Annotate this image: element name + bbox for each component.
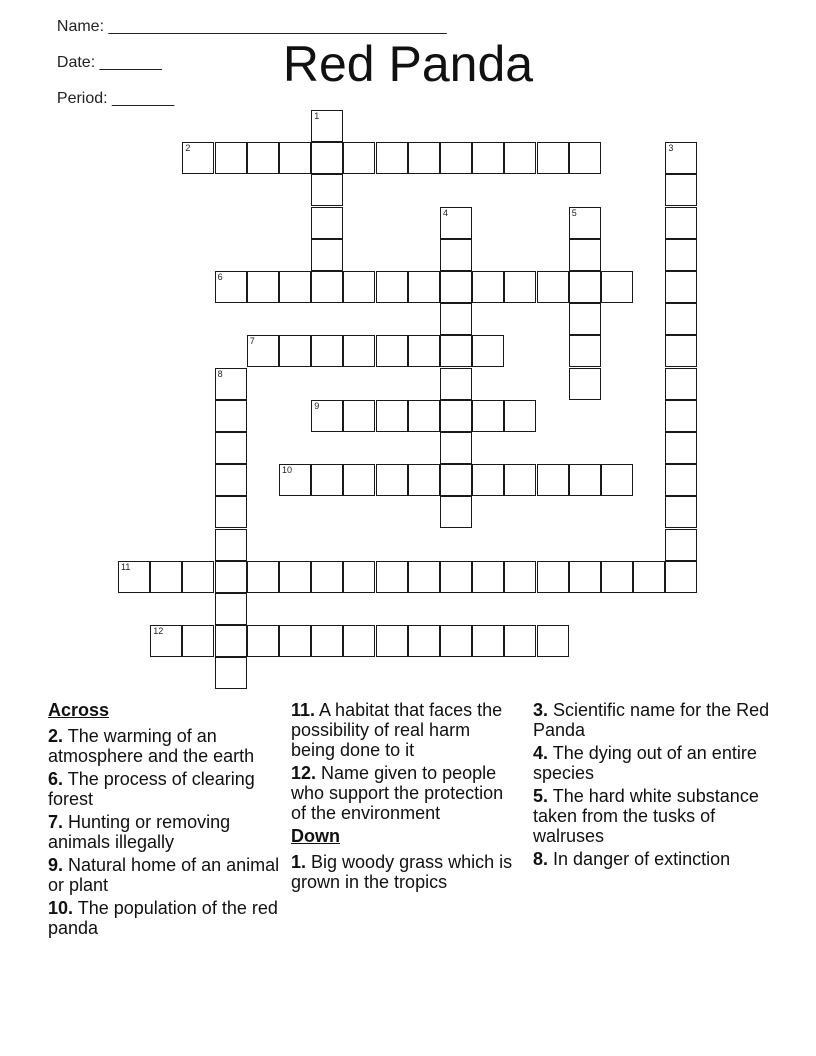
crossword-cell[interactable] [504, 400, 536, 432]
crossword-cell[interactable] [633, 561, 665, 593]
crossword-cell[interactable] [440, 303, 472, 335]
crossword-cell[interactable] [440, 464, 472, 496]
crossword-cell[interactable] [537, 142, 569, 174]
clue-number: 11 [121, 561, 131, 572]
crossword-cell[interactable] [440, 400, 472, 432]
name-field-label: Name: ______________________________________ [56, 18, 447, 35]
crossword-cell[interactable] [150, 561, 182, 593]
crossword-cell[interactable] [440, 142, 472, 174]
crossword-cell[interactable] [569, 464, 601, 496]
crossword-cell[interactable] [408, 561, 440, 593]
crossword-cell[interactable] [279, 625, 311, 657]
crossword-cell[interactable] [665, 271, 697, 303]
crossword-cell[interactable] [215, 657, 247, 689]
crossword-cell[interactable] [118, 561, 150, 593]
crossword-cell[interactable] [311, 239, 343, 271]
clue-number: 4 [443, 207, 449, 218]
clue-across-9: 9. Natural home of an animal or plant [48, 855, 280, 895]
clue-down-1: 1. Big woody grass which is grown in the tropics [291, 852, 513, 892]
clue-down-3: 3. Scientific name for the Red Panda [533, 700, 770, 740]
clue-down-4: 4. The dying out of an entire species [533, 743, 757, 783]
crossword-cell[interactable] [440, 271, 472, 303]
crossword-cell[interactable] [440, 625, 472, 657]
crossword-cell[interactable] [408, 625, 440, 657]
clue-down-8: 8. In danger of extinction [533, 849, 731, 869]
clue-number: 10 [282, 465, 293, 476]
crossword-cell[interactable] [182, 561, 214, 593]
crossword-cell[interactable] [343, 561, 375, 593]
across-heading: Across [48, 700, 110, 720]
crossword-cell[interactable] [343, 335, 375, 367]
crossword-cell[interactable] [665, 207, 697, 239]
crossword-cell[interactable] [311, 561, 343, 593]
crossword-cell[interactable] [182, 625, 214, 657]
crossword-cell[interactable] [215, 142, 247, 174]
crossword-cell[interactable] [215, 561, 247, 593]
crossword-cell[interactable] [504, 561, 536, 593]
crossword-cell[interactable] [343, 625, 375, 657]
crossword-cell[interactable] [537, 625, 569, 657]
crossword-cell[interactable] [440, 496, 472, 528]
clue-number: 2 [185, 143, 191, 154]
crossword-cell[interactable] [311, 335, 343, 367]
crossword-cell[interactable] [376, 335, 408, 367]
crossword-cell[interactable] [472, 561, 504, 593]
crossword-cell[interactable] [601, 464, 633, 496]
clues-column-1 [48, 700, 288, 941]
crossword-cell[interactable] [472, 400, 504, 432]
crossword-cell[interactable] [569, 142, 601, 174]
crossword-cell[interactable] [504, 142, 536, 174]
crossword-cell[interactable] [311, 625, 343, 657]
crossword-cell[interactable] [665, 142, 697, 174]
crossword-cell[interactable] [601, 561, 633, 593]
crossword-cell[interactable] [537, 464, 569, 496]
crossword-cell[interactable] [215, 529, 247, 561]
crossword-cell[interactable] [569, 368, 601, 400]
crossword-cell[interactable] [182, 142, 214, 174]
crossword-cell[interactable] [247, 561, 279, 593]
period-field-label: Period: _______ [56, 90, 175, 107]
crossword-cell[interactable] [215, 271, 247, 303]
down-heading: Down [291, 826, 340, 846]
crossword-cell[interactable] [215, 496, 247, 528]
crossword-cell[interactable] [472, 271, 504, 303]
clue-number: 5 [571, 207, 577, 218]
crossword-cell[interactable] [343, 142, 375, 174]
clue-number: 7 [249, 336, 255, 347]
crossword-cell[interactable] [215, 368, 247, 400]
crossword-cell[interactable] [665, 335, 697, 367]
crossword-cell[interactable] [247, 625, 279, 657]
crossword-cell[interactable] [665, 496, 697, 528]
crossword-cell[interactable] [376, 400, 408, 432]
crossword-cell[interactable] [408, 464, 440, 496]
date-field-label: Date: _______ [56, 54, 162, 71]
crossword-cell[interactable] [376, 142, 408, 174]
crossword-cell[interactable] [215, 464, 247, 496]
crossword-cell[interactable] [440, 368, 472, 400]
crossword-cell[interactable] [311, 400, 343, 432]
crossword-cell[interactable] [665, 239, 697, 271]
crossword-cell[interactable] [215, 400, 247, 432]
crossword-cell[interactable] [279, 464, 311, 496]
crossword-cell[interactable] [376, 625, 408, 657]
crossword-cell[interactable] [279, 335, 311, 367]
clue-number: 12 [153, 626, 164, 637]
crossword-cell[interactable] [504, 464, 536, 496]
crossword-cell[interactable] [215, 432, 247, 464]
crossword-cell[interactable] [537, 561, 569, 593]
crossword-cell[interactable] [569, 303, 601, 335]
crossword-cell[interactable] [665, 368, 697, 400]
crossword-cell[interactable] [569, 561, 601, 593]
crossword-cell[interactable] [376, 464, 408, 496]
clue-across-2: 2. The warming of an atmosphere and the earth [48, 726, 255, 766]
crossword-cell[interactable] [279, 271, 311, 303]
crossword-cell[interactable] [247, 271, 279, 303]
crossword-cell[interactable] [311, 110, 343, 142]
crossword-cell[interactable] [440, 239, 472, 271]
crossword-cell[interactable] [504, 625, 536, 657]
clues-column-3 [533, 700, 773, 872]
crossword-cell[interactable] [665, 432, 697, 464]
crossword-cell[interactable] [408, 142, 440, 174]
crossword-cell[interactable] [440, 561, 472, 593]
clue-across-6: 6. The process of clearing forest [48, 769, 255, 809]
clue-number: 6 [217, 272, 223, 282]
crossword-cell[interactable] [569, 335, 601, 367]
clue-down-5: 5. The hard white substance taken from the tusks of walruses [533, 786, 759, 846]
crossword-cell[interactable] [504, 271, 536, 303]
crossword-cell[interactable] [215, 625, 247, 657]
crossword-cell[interactable] [343, 400, 375, 432]
crossword-cell[interactable] [440, 335, 472, 367]
clue-number: 1 [314, 111, 320, 121]
clue-across-12: 12. Name given to people who support the protection of the environment [291, 763, 504, 823]
clue-number: 8 [217, 368, 223, 379]
clue-across-7: 7. Hunting or removing animals illegally [48, 812, 231, 852]
crossword-cell[interactable] [569, 207, 601, 239]
crossword-cell[interactable] [665, 561, 697, 593]
crossword-cell[interactable] [665, 174, 697, 206]
clue-across-10: 10. The population of the red panda [48, 898, 278, 938]
crossword-cell[interactable] [440, 207, 472, 239]
crossword-cell[interactable] [472, 142, 504, 174]
crossword-cell[interactable] [408, 400, 440, 432]
crossword-cell[interactable] [665, 464, 697, 496]
crossword-cell[interactable] [601, 271, 633, 303]
crossword-cell[interactable] [376, 271, 408, 303]
clues-column-2 [291, 700, 516, 895]
clue-number: 3 [668, 143, 674, 154]
crossword-cell[interactable] [537, 271, 569, 303]
clue-number: 9 [314, 400, 320, 411]
crossword-cell[interactable] [472, 335, 504, 367]
crossword-cell[interactable] [665, 303, 697, 335]
crossword-cell[interactable] [247, 142, 279, 174]
clue-across-11: 11. A habitat that faces the possibility of real harm being done to it [291, 700, 503, 760]
crossword-cell[interactable] [343, 464, 375, 496]
page-title: Red Panda [282, 36, 534, 92]
crossword-cell[interactable] [408, 335, 440, 367]
crossword-cell[interactable] [215, 593, 247, 625]
crossword-cell[interactable] [569, 271, 601, 303]
crossword-cell[interactable] [343, 271, 375, 303]
crossword-cell[interactable] [472, 625, 504, 657]
crossword-cell[interactable] [408, 271, 440, 303]
crossword-cell[interactable] [569, 239, 601, 271]
crossword-cell[interactable] [247, 335, 279, 367]
crossword-cell[interactable] [150, 625, 182, 657]
crossword-cell[interactable] [311, 142, 343, 174]
crossword-cell[interactable] [311, 464, 343, 496]
crossword-cell[interactable] [311, 271, 343, 303]
crossword-cell[interactable] [279, 561, 311, 593]
crossword-cell[interactable] [665, 400, 697, 432]
crossword-cell[interactable] [440, 432, 472, 464]
crossword-cell[interactable] [665, 529, 697, 561]
crossword-cell[interactable] [279, 142, 311, 174]
crossword-cell[interactable] [376, 561, 408, 593]
crossword-cell[interactable] [472, 464, 504, 496]
crossword-cell[interactable] [311, 174, 343, 206]
crossword-cell[interactable] [311, 207, 343, 239]
